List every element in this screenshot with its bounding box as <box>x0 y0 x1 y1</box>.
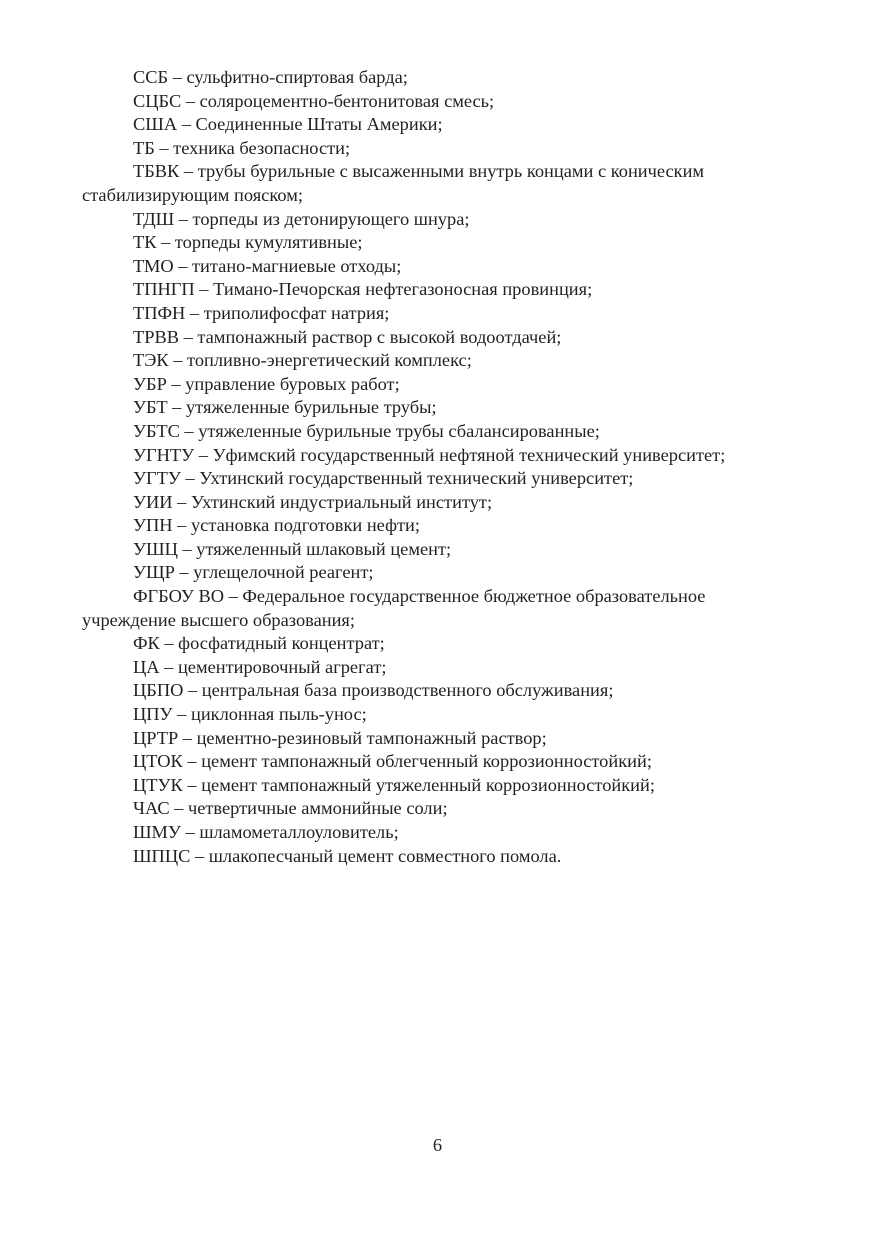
abbreviation-entry-text: ТПФН – триполифосфат натрия; <box>133 302 390 323</box>
abbreviation-entry-text: СЦБС – соляроцементно-бентонитовая смесь; <box>133 90 495 111</box>
abbreviation-entry <box>82 774 794 798</box>
abbreviation-entry-text: ТБВК – трубы бурильные с высаженными внутрь концами с коническим <box>133 161 705 182</box>
abbreviation-entry-continuation: учреждение высшего образования; <box>82 609 355 630</box>
abbreviation-entry <box>82 160 794 207</box>
abbreviation-entry <box>82 373 794 397</box>
abbreviation-entry-text: ЦРТР – цементно-резиновый тампонажный раствор; <box>133 727 547 748</box>
abbreviation-entry <box>82 326 794 350</box>
abbreviation-entry-text: ЧАС – четвертичные аммонийные соли; <box>133 798 448 819</box>
abbreviation-entry-text: ФГБОУ ВО – Федеральное государственное бюджетное образовательное <box>133 586 706 607</box>
abbreviation-entry-text: ЦТУК – цемент тампонажный утяжеленный коррозионностойкий; <box>133 774 655 795</box>
abbreviation-entry <box>82 703 794 727</box>
abbreviation-list <box>82 66 794 868</box>
abbreviation-entry-text: УБР – управление буровых работ; <box>133 373 400 394</box>
abbreviation-entry-text: ТМО – титано-магниевые отходы; <box>133 255 402 276</box>
abbreviation-entry-text: ТБ – техника безопасности; <box>133 137 351 158</box>
abbreviation-entry <box>82 845 794 869</box>
abbreviation-entry-text: УГТУ – Ухтинский государственный технический университет; <box>133 468 634 489</box>
abbreviation-entry <box>82 66 794 90</box>
abbreviation-entry-text: ШМУ – шламометаллоуловитель; <box>133 822 399 842</box>
abbreviation-entry-text: УГНТУ – Уфимский государственный нефтяной технический университет; <box>133 444 726 465</box>
abbreviation-entry-text: ССБ – сульфитно-спиртовая барда; <box>133 67 408 87</box>
abbreviation-entry <box>82 538 794 562</box>
abbreviation-entry <box>82 679 794 703</box>
abbreviation-entry <box>82 561 794 585</box>
abbreviation-entry <box>82 821 794 845</box>
abbreviation-entry <box>82 137 794 161</box>
abbreviation-entry-text: УБТ – утяжеленные бурильные трубы; <box>133 397 437 418</box>
abbreviation-entry-text: ТПНГП – Тимано-Печорская нефтегазоносная провинция; <box>133 279 593 300</box>
abbreviation-entry <box>82 90 794 114</box>
abbreviation-entry-text: ФК – фосфатидный концентрат; <box>133 633 385 654</box>
abbreviation-entry-continuation: стабилизирующим пояском; <box>82 184 303 205</box>
abbreviation-entry <box>82 797 794 821</box>
abbreviation-entry <box>82 632 794 656</box>
abbreviation-entry <box>82 491 794 515</box>
abbreviation-entry-text: ТК – торпеды кумулятивные; <box>133 232 363 253</box>
page-number: 6 <box>432 1135 443 1155</box>
abbreviation-entry-text: УШЦ – утяжеленный шлаковый цемент; <box>133 538 452 559</box>
abbreviation-entry <box>82 420 794 444</box>
abbreviation-entry-text: ТРВВ – тампонажный раствор с высокой водоотдачей; <box>133 326 562 347</box>
abbreviation-entry-text: ЦБПО – центральная база производственного обслуживания; <box>133 680 614 701</box>
abbreviation-entry <box>82 585 794 632</box>
abbreviation-entry <box>82 208 794 232</box>
abbreviation-entry <box>82 255 794 279</box>
abbreviation-entry-text: УБТС – утяжеленные бурильные трубы сбалансированные; <box>133 420 600 441</box>
abbreviation-entry-text: ТДШ – торпеды из детонирующего шнура; <box>133 208 470 229</box>
abbreviation-entry <box>82 467 794 491</box>
abbreviation-entry <box>82 656 794 680</box>
abbreviation-entry <box>82 444 794 468</box>
abbreviation-entry <box>82 514 794 538</box>
abbreviation-entry-text: УПН – установка подготовки нефти; <box>133 515 420 536</box>
abbreviation-entry <box>82 231 794 255</box>
abbreviation-entry <box>82 396 794 420</box>
abbreviation-entry-text: УЩР – углещелочной реагент; <box>133 562 374 583</box>
abbreviation-entry-text: УИИ – Ухтинский индустриальный институт; <box>133 491 493 512</box>
abbreviation-entry-text: ТЭК – топливно-энергетический комплекс; <box>133 350 472 371</box>
abbreviation-entry <box>82 302 794 326</box>
abbreviation-entry <box>82 349 794 373</box>
abbreviation-entry <box>82 278 794 302</box>
abbreviation-entry-text: ЦА – цементировочный агрегат; <box>133 656 387 677</box>
abbreviation-entry-text: ШПЦС – шлакопесчаный цемент совместного помола. <box>133 845 562 866</box>
abbreviation-entry-text: США – Соединенные Штаты Америки; <box>133 114 443 135</box>
abbreviation-entry <box>82 727 794 751</box>
abbreviation-entry <box>82 113 794 137</box>
abbreviation-entry-text: ЦПУ – циклонная пыль-унос; <box>133 704 367 725</box>
abbreviation-entry <box>82 750 794 774</box>
abbreviation-entry-text: ЦТОК – цемент тампонажный облегченный коррозионностойкий; <box>133 751 652 772</box>
